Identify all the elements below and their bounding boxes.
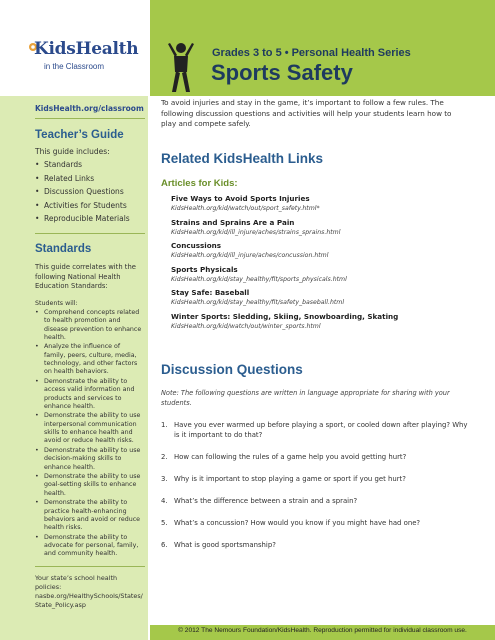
teachers-guide-item: • Related Links xyxy=(35,172,130,186)
logo-text: KidsHealth xyxy=(34,39,139,59)
articles-for-kids-label: Articles for Kids: xyxy=(161,178,238,189)
article-url[interactable]: KidsHealth.org/kid/watch/out/sport_safety.html* xyxy=(171,205,320,212)
teachers-guide-includes-label: This guide includes: xyxy=(35,147,110,156)
teachers-guide-item: • Reproducible Materials xyxy=(35,212,130,226)
question-text: What’s the difference between a strain and a sprain? xyxy=(174,497,358,505)
teachers-guide-heading: Teacher’s Guide xyxy=(35,129,124,141)
standards-item: • Demonstrate the ability to use interpersonal communication skills to enhance health and avoid or reduce health risks. xyxy=(35,412,143,445)
kidshealth-logo[interactable] xyxy=(34,39,139,81)
question-text: What is good sportsmanship? xyxy=(174,541,276,549)
question-list xyxy=(161,420,471,562)
article-item xyxy=(171,241,471,265)
question-text: Why is it important to stop playing a game or sport if you get hurt? xyxy=(174,475,406,483)
article-url[interactable]: KidsHealth.org/kid/watch/out/winter_sports.html xyxy=(171,322,321,330)
question-number: 1. xyxy=(161,421,168,429)
discussion-questions-heading: Discussion Questions xyxy=(161,362,303,377)
discussion-note: Note: The following questions are written in language appropriate for sharing with your students. xyxy=(161,389,450,407)
teachers-guide-item: • Discussion Questions xyxy=(35,185,130,199)
state-policy-link[interactable]: nasbe.org/HealthySchools/States/ xyxy=(35,592,143,600)
article-item xyxy=(171,288,471,312)
teachers-guide-item: • Standards xyxy=(35,158,130,172)
question-number: 3. xyxy=(161,475,168,483)
standards-item: • Demonstrate the ability to use goal-setting skills to enhance health. xyxy=(35,473,143,498)
page-title: Sports Safety xyxy=(211,60,353,85)
series-grades: Grades 3 to 5 xyxy=(212,47,282,59)
standards-item: • Analyze the influence of family, peers, culture, media, technology, and other factors on health behaviors. xyxy=(35,343,143,376)
state-policy-label: Your state’s school health policies: xyxy=(35,574,118,591)
sidebar-divider xyxy=(35,233,145,234)
article-url[interactable]: KidsHealth.org/kid/stay_healthy/fit/sports_physicals.html xyxy=(171,275,347,283)
state-policy-link[interactable]: State_Policy.asp xyxy=(35,601,86,609)
article-list xyxy=(171,194,471,336)
standards-heading: Standards xyxy=(35,243,92,255)
sidebar-url-link[interactable]: KidsHealth.org/classroom xyxy=(35,104,144,113)
article-title[interactable]: Concussions xyxy=(171,241,222,251)
question-item xyxy=(161,420,471,440)
article-url[interactable]: KidsHealth.org/kid/ill_injure/aches/concussion.html xyxy=(171,252,329,260)
article-title[interactable]: Stay Safe: Baseball xyxy=(171,288,250,298)
intro-paragraph: To avoid injuries and stay in the game, it’s important to follow a few rules. The following discussion questions and activities will help your students learn how to play and compete safely. xyxy=(161,98,452,128)
question-item xyxy=(161,452,471,462)
sidebar xyxy=(0,96,148,640)
logo-subtext: in the Classroom xyxy=(44,62,105,71)
question-number: 6. xyxy=(161,541,168,549)
series-bullet: • xyxy=(284,47,289,59)
question-item xyxy=(161,518,471,528)
footer-band xyxy=(150,625,495,640)
question-text: How can following the rules of a game help you avoid getting hurt? xyxy=(174,453,407,461)
question-item xyxy=(161,474,471,484)
standards-list xyxy=(35,309,143,560)
article-item xyxy=(171,218,471,242)
standards-intro: This guide correlates with the following National Health Education Standards: xyxy=(35,263,136,291)
question-number: 5. xyxy=(161,519,168,527)
standards-item: • Demonstrate the ability to advocate for personal, family, and community health. xyxy=(35,534,143,559)
standards-item: • Demonstrate the ability to access valid information and products and services to enhance health. xyxy=(35,378,143,411)
standards-item: • Comprehend concepts related to health promotion and disease prevention to enhance health. xyxy=(35,309,143,342)
teachers-guide-item: • Activities for Students xyxy=(35,199,130,213)
question-item xyxy=(161,496,471,506)
question-text: What’s a concussion? How would you know if you might have had one? xyxy=(174,519,421,527)
sidebar-divider xyxy=(35,566,145,567)
standards-item: • Demonstrate the ability to use decision-making skills to enhance health. xyxy=(35,447,143,472)
standards-item: • Demonstrate the ability to practice health-enhancing behaviors and avoid or reduce health risks. xyxy=(35,499,143,532)
child-silhouette-icon xyxy=(164,40,198,94)
question-number: 4. xyxy=(161,497,168,505)
article-title[interactable]: Winter Sports: Sledding, Skiing, Snowboarding, Skating xyxy=(171,311,399,321)
article-item xyxy=(171,265,471,289)
article-title[interactable]: Sports Physicals xyxy=(171,264,238,274)
sidebar-divider xyxy=(35,118,145,119)
teachers-guide-list xyxy=(35,158,130,226)
series-line xyxy=(212,47,411,59)
copyright-text: © 2012 The Nemours Foundation/KidsHealth. Reproduction permitted for individual classroom use. xyxy=(178,627,467,634)
article-item xyxy=(171,194,471,218)
question-text: Have you ever warmed up before playing a sport, or cooled down after playing? Why is it important to do that? xyxy=(174,421,468,439)
article-title[interactable]: Five Ways to Avoid Sports Injuries xyxy=(171,194,310,203)
students-will-label: Students will: xyxy=(35,300,78,307)
header xyxy=(0,0,495,96)
article-url[interactable]: KidsHealth.org/kid/stay_healthy/fit/safety_baseball.html xyxy=(171,299,345,307)
question-number: 2. xyxy=(161,453,168,461)
article-title[interactable]: Strains and Sprains Are a Pain xyxy=(171,217,295,227)
header-logo-area xyxy=(0,0,148,96)
related-links-heading: Related KidsHealth Links xyxy=(161,151,324,166)
article-item xyxy=(171,312,471,336)
question-item xyxy=(161,540,471,550)
series-name: Personal Health Series xyxy=(291,47,411,59)
state-policy-text xyxy=(35,574,143,610)
article-url[interactable]: KidsHealth.org/kid/ill_injure/aches/strains_sprains.html xyxy=(171,228,341,236)
